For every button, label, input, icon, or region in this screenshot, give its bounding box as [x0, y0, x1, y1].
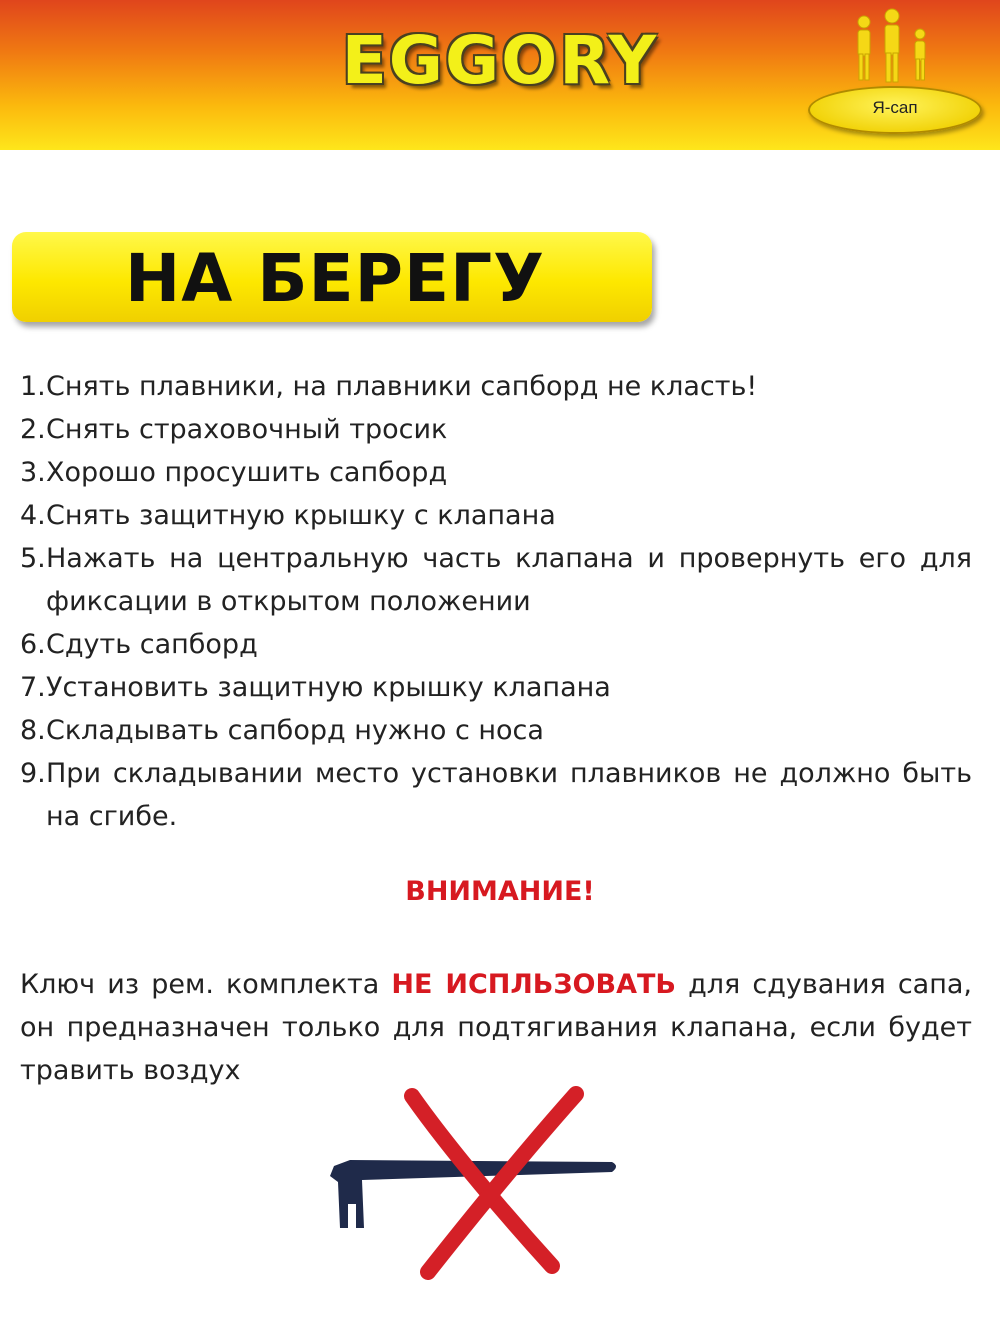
section-title: НА БЕРЕГУ — [124, 240, 546, 317]
step-text: Установить защитную крышку клапана — [46, 672, 611, 703]
cross-icon — [412, 1094, 576, 1272]
list-item — [20, 365, 972, 408]
step-number: 4. — [20, 500, 46, 531]
list-item — [20, 451, 972, 494]
step-number: 8. — [20, 715, 46, 746]
logo-badge — [808, 86, 982, 134]
step-text: Сдуть сапборд — [46, 629, 258, 660]
step-text: Нажать на центральную часть клапана и провернуть его для фиксации в открытом положении — [46, 543, 972, 617]
step-number: 1. — [20, 371, 46, 402]
warning-text-before: Ключ из рем. комплекта — [20, 969, 392, 1000]
step-text: Складывать сапборд нужно с носа — [46, 715, 544, 746]
list-item — [20, 537, 972, 623]
warning-text-after: для сдувания сапа, он предназначен только для подтягивания клапана, если будет травить воздух — [20, 969, 973, 1086]
step-number: 3. — [20, 457, 46, 488]
steps-list — [20, 365, 972, 838]
list-item — [20, 752, 972, 838]
logo-text: Я-сап — [872, 98, 918, 117]
section-title-banner — [12, 232, 652, 322]
list-item — [20, 666, 972, 709]
step-number: 5. — [20, 543, 46, 574]
step-number: 7. — [20, 672, 46, 703]
step-text: Хорошо просушить сапборд — [46, 457, 448, 488]
warning-text — [20, 963, 972, 1092]
step-number: 6. — [20, 629, 46, 660]
valve-key-crossed-out-icon — [320, 1080, 630, 1280]
logo — [806, 8, 982, 134]
list-item — [20, 408, 972, 451]
step-number: 9. — [20, 758, 46, 789]
warning-emphasis: НЕ ИСПЛЬЗОВАТЬ — [391, 969, 676, 1000]
step-text: Снять плавники, на плавники сапборд не класть! — [46, 371, 758, 402]
list-item — [20, 494, 972, 537]
step-text: Снять защитную крышку с клапана — [46, 500, 556, 531]
list-item — [20, 709, 972, 752]
list-item — [20, 623, 972, 666]
three-people-icon — [850, 8, 940, 84]
step-text: Снять страховочный тросик — [46, 414, 448, 445]
step-text: При складывании место установки плавников не должно быть на сгибе. — [46, 758, 972, 832]
header-banner — [0, 0, 1000, 150]
warning-heading: ВНИМАНИЕ! — [405, 876, 595, 907]
brand-title: EGGORY — [341, 22, 659, 99]
step-number: 2. — [20, 414, 46, 445]
